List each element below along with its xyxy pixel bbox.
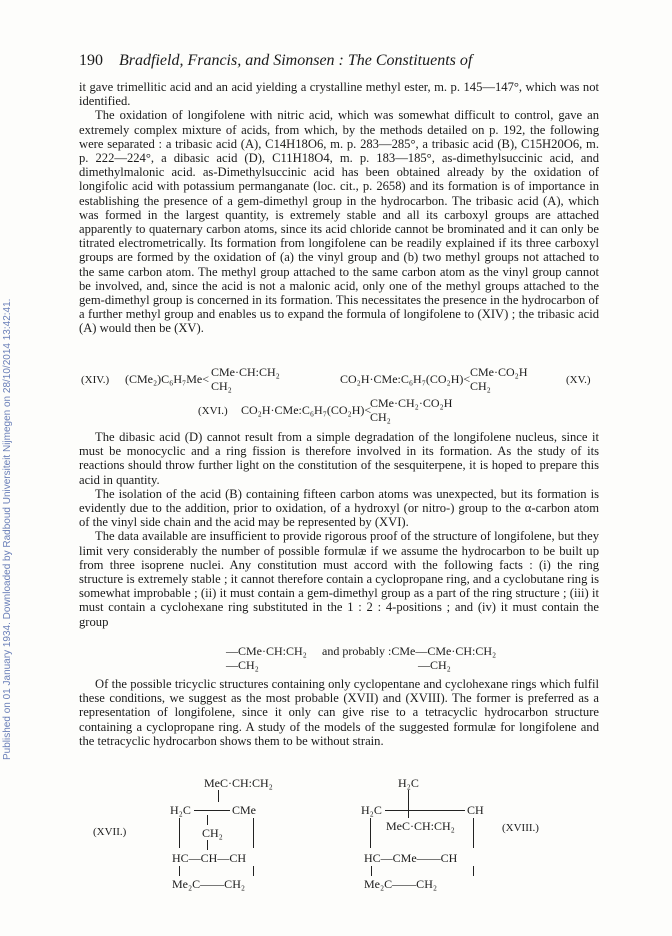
bond (179, 818, 180, 848)
running-header (79, 52, 599, 70)
bond (371, 866, 372, 876)
download-watermark: Published on 01 January 1934. Downloaded by Radboud Universiteit Nijmegen on 28/10/2014 13:42:41. (2, 298, 13, 760)
structure-xvii-cme: CMe (232, 803, 256, 817)
body-text-bottom (79, 677, 599, 748)
structure-xvii-hc: HC—CH—CH (172, 851, 247, 865)
structure-xvii-bridge: CH₂ (202, 826, 223, 840)
formula-xv-lower: CH₂ (470, 379, 491, 393)
paragraph-1: it gave trimellitic acid and an acid yielding a crystalline methyl ester, m. p. 145—147°, which was not identified. (79, 80, 599, 109)
formula-xvi-lower: CH₂ (370, 410, 391, 424)
structure-xviii-mec: MeC·CH:CH₂ (386, 819, 455, 833)
structure-xvii-me2c: Me₂C——CH₂ (172, 877, 246, 891)
group-formula-alt-lower: —CH₂ (418, 658, 451, 672)
bond (207, 840, 208, 850)
paragraph-5: The data available are insufficient to provide rigorous proof of the structure of longifolene, but they limit very considerably the number of possible formulæ if we assume the hydrocarbon to be built up from three isoprene nuclei. Any constitution must accord with the following facts : (i) the ring structure is extremely stable ; it cannot therefore contain a cyclopropane ring, and a cyclobutane ring is somewhat improbable ; (ii) it must contain a gem-dimethyl group as a part of the ring structure ; (iii) it must contain a cyclohexane ring substituted in the 1 : 2 : 4-positions ; and (iv) it must contain the group (79, 529, 599, 629)
structure-xviii-hc: HC—CMe——CH (364, 851, 458, 865)
group-formula-upper: —CMe·CH:CH₂ (226, 644, 307, 658)
structure-xviii-top: H₂C (398, 776, 419, 790)
formula-xv-label: (XV.) (566, 374, 591, 386)
paragraph-2: The oxidation of longifolene with nitric acid, which was somewhat difficult to control, gave an extremely complex mixture of acids, from which, by the methods detailed on p. 192, the following were separated : a tribasic acid (A), C14H18O6, m. p. 283—285°, a tribasic acid (B), C15H20O6, m. p. 222—224°, a dibasic acid (D), C11H18O4, m. p. 183—185°, as-dimethylsuccinic acid, and dimethylmalonic acid. as-Dimethylsuccinic acid has been obtained already by the oxidation of longifolic acid with potassium permanganate (loc. cit., p. 2658) and its formation is of importance in establishing the presence of a gem-dimethyl group in the hydrocarbon. The tribasic acid (A), which was formed in the largest quantity, is extremely stable and all its carboxyl groups are attached apparently to quaternary carbon atoms, since its acid chloride cannot be brominated and it can only be titrated electrometrically. Its formation from longifolene can be readily explained if its three carboxyl groups are formed by the oxidation of (a) the vinyl group and (b) two methyl groups not attached to the same carbon atom. The methyl group attached to the same carbon atom as the vinyl group cannot be involved, and, since the acid is not a malonic acid, only one of the methyl groups attached to the gem-dimethyl group is concerned in its formation. This necessitates the presence in the hydrocarbon of a further methyl group and enables us to expand the formula of longifolene to (XIV) ; the tribasic acid (A) would then be (XV). (79, 108, 599, 336)
structure-xviii-label: (XVIII.) (502, 822, 539, 834)
bond (370, 818, 371, 848)
bond (473, 818, 474, 848)
formula-xiv-lower: CH₂ (211, 379, 232, 393)
paragraph-6: Of the possible tricyclic structures containing only cyclopentane and cyclohexane rings which fulfil these conditions, we suggest as the most probable (XVII) and (XVIII). The former is preferred as a representation of longifolene, since it only can give rise to a tetracyclic hydrocarbon structure containing a cyclopropane ring. A study of the models of the suggested formulæ for longifolene and the tetracyclic hydrocarbon shows them to be without strain. (79, 677, 599, 748)
page-number: 190 (79, 52, 103, 69)
formula-xiv: (CMe₂)C₆H₇Me< (125, 372, 209, 386)
paragraph-3: The dibasic acid (D) cannot result from a simple degradation of the longifolene nucleus, since it must be monocyclic and a ring fission is therefore involved in its formation. As the study of its reactions should throw further light on the constitution of the sesquiterpene, it is hoped to prepare this acid in quantity. (79, 430, 599, 487)
bond (179, 866, 180, 876)
structure-xviii-ch: CH (467, 803, 484, 817)
formula-xiv-label: (XIV.) (81, 374, 110, 386)
bond (194, 810, 230, 811)
bond (218, 790, 219, 802)
formula-xiv-upper: CMe·CH:CH₂ (211, 365, 280, 379)
structure-xvii-top: MeC·CH:CH₂ (204, 776, 273, 790)
body-text-middle (79, 430, 599, 629)
structure-xviii-me2c: Me₂C——CH₂ (364, 877, 438, 891)
formula-xvi: CO₂H·CMe:C₆H₇(CO₂H)< (241, 403, 372, 417)
paragraph-4: The isolation of the acid (B) containing fifteen carbon atoms was unexpected, but its formation is evidently due to the addition, prior to oxidation, of a hydroxyl (or nitro-) group to the α-carbon atom of the vinyl side chain and the acid may be represented by (XVI). (79, 486, 599, 530)
structure-xvii-h2c: H₂C (170, 803, 191, 817)
formula-xvi-upper: CMe·CH₂·CO₂H (370, 396, 453, 410)
bond (473, 866, 474, 876)
running-title: Bradfield, Francis, and Simonsen : The Constituents of (119, 52, 473, 69)
structure-xviii-h2c: H₂C (361, 803, 382, 817)
bond (385, 810, 465, 811)
group-formula-alt: and probably :CMe—CMe·CH:CH₂ (322, 644, 497, 658)
bond (253, 866, 254, 876)
bond (253, 818, 254, 848)
structure-xvii-label: (XVII.) (93, 826, 127, 838)
bond (408, 790, 409, 818)
bond (207, 815, 208, 825)
group-formula-lower: —CH₂ (226, 658, 259, 672)
formula-xv: CO₂H·CMe:C₆H₇(CO₂H)< (340, 372, 471, 386)
body-text-top (79, 80, 599, 336)
formula-xv-upper: CMe·CO₂H (470, 365, 528, 379)
formula-xvi-label: (XVI.) (198, 405, 228, 417)
